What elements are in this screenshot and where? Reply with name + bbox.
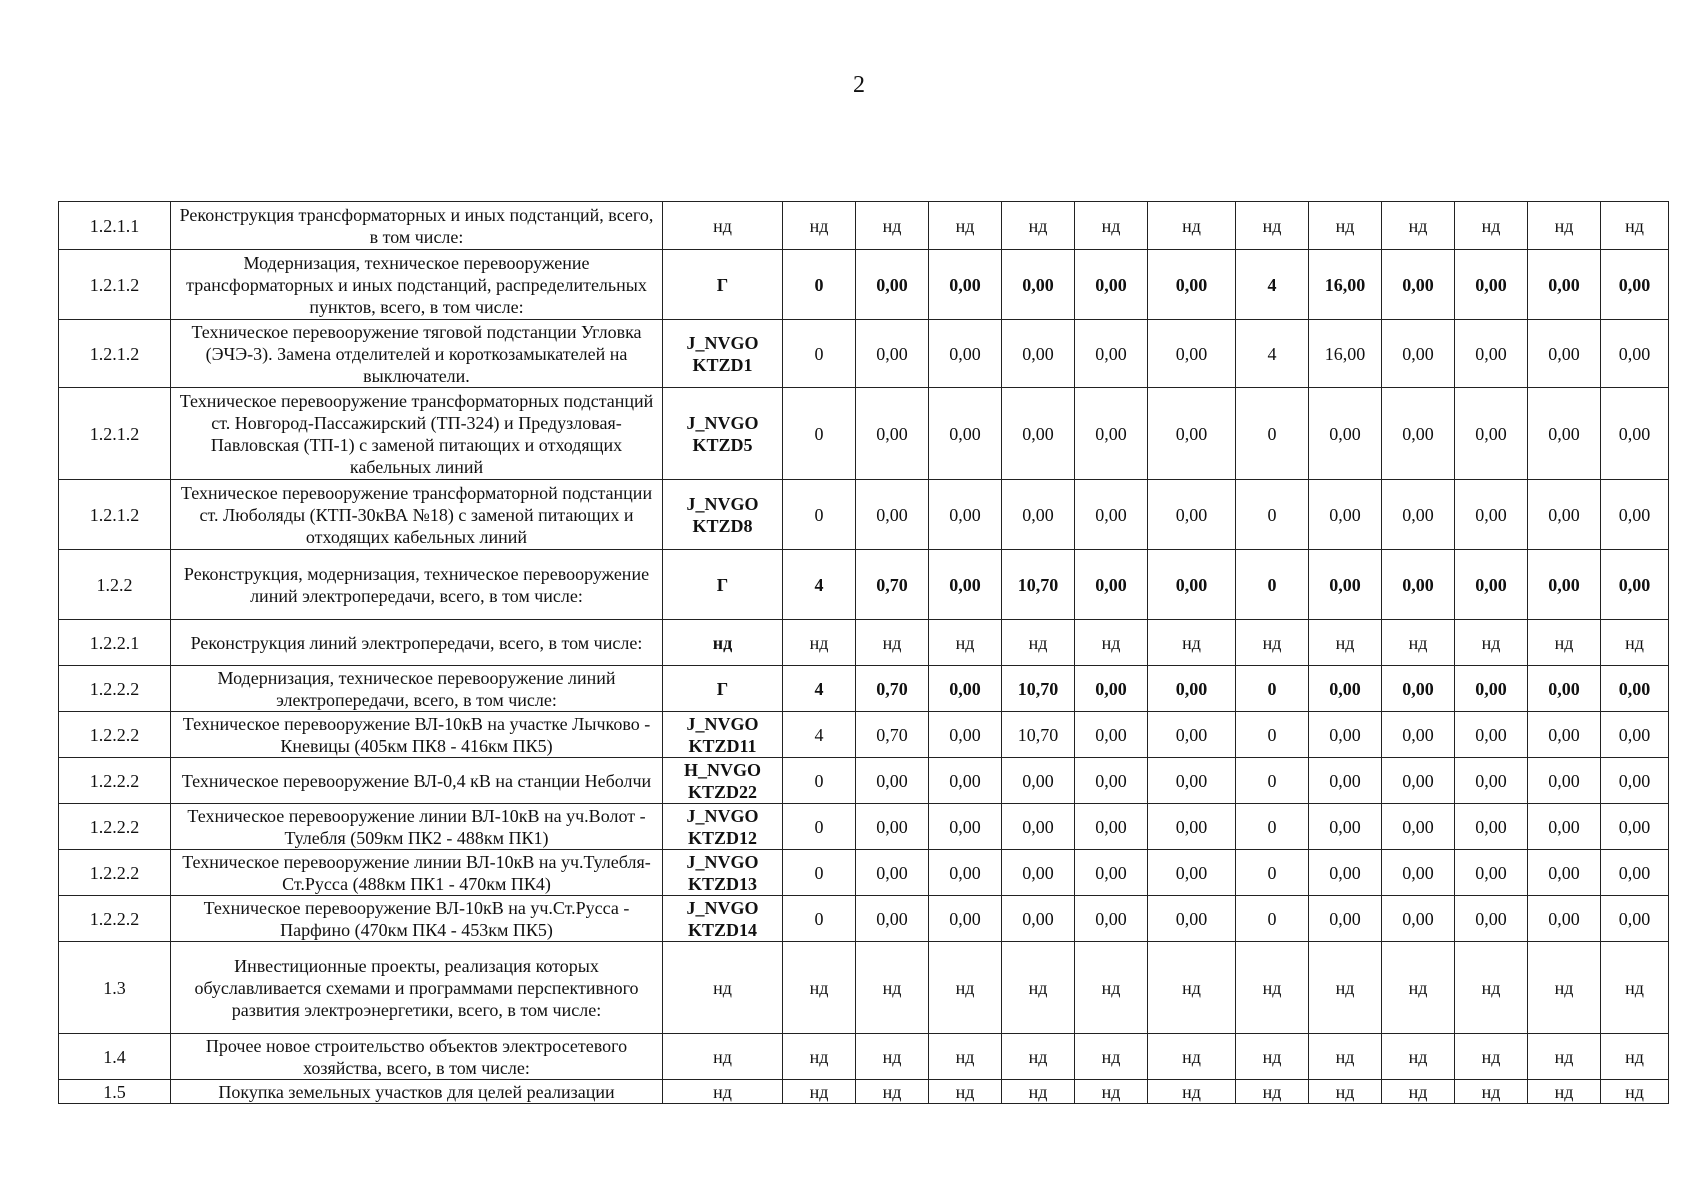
row-value: нд [1075, 1080, 1148, 1104]
row-project-id: нд [663, 1034, 783, 1080]
row-value: 0,70 [856, 550, 929, 620]
row-value: нд [856, 620, 929, 666]
row-project-id: нд [663, 942, 783, 1034]
row-project-id: J_NVGO KTZD5 [663, 388, 783, 480]
row-value: 0,00 [1148, 804, 1236, 850]
row-name: Реконструкция трансформаторных и иных подстанций, всего, в том числе: [171, 202, 663, 250]
row-value: 0,00 [1528, 712, 1601, 758]
row-value: 0,00 [1309, 666, 1382, 712]
page-number: 2 [853, 72, 865, 98]
row-value: 0,00 [1148, 480, 1236, 550]
row-value: 0,00 [1075, 320, 1148, 388]
row-code: 1.2.1.2 [59, 320, 171, 388]
row-value: 0,00 [1601, 804, 1669, 850]
row-value: нд [1309, 620, 1382, 666]
row-value: 0 [1236, 388, 1309, 480]
row-value: нд [1075, 1034, 1148, 1080]
row-value: нд [929, 1080, 1002, 1104]
row-value: нд [1002, 1080, 1075, 1104]
row-value: нд [1455, 1034, 1528, 1080]
row-value: 0,00 [1455, 712, 1528, 758]
row-value: 0,00 [1002, 850, 1075, 896]
table-row [59, 712, 1669, 758]
row-value: 4 [1236, 250, 1309, 320]
row-value: 0 [1236, 758, 1309, 804]
row-value: 0,00 [929, 666, 1002, 712]
row-value: 0,00 [1075, 758, 1148, 804]
table-row [59, 758, 1669, 804]
row-value: 0,00 [856, 480, 929, 550]
table-row [59, 320, 1669, 388]
row-code: 1.2.1.2 [59, 250, 171, 320]
row-value: нд [1075, 620, 1148, 666]
row-value: 0,00 [929, 388, 1002, 480]
row-value: 0,00 [1601, 480, 1669, 550]
row-name: Техническое перевооружение линии ВЛ-10кВ на уч.Волот - Тулебля (509км ПК2 - 488км ПК1) [171, 804, 663, 850]
row-value: нд [1002, 202, 1075, 250]
row-value: 0,00 [1455, 896, 1528, 942]
row-value: нд [1236, 202, 1309, 250]
row-value: 0,00 [1075, 666, 1148, 712]
row-value: нд [783, 620, 856, 666]
row-value: 4 [783, 550, 856, 620]
row-code: 1.2.2.2 [59, 666, 171, 712]
row-project-id: J_NVGO KTZD8 [663, 480, 783, 550]
row-name: Модернизация, техническое перевооружение линий электропередачи, всего, в том числе: [171, 666, 663, 712]
row-value: нд [1002, 942, 1075, 1034]
table-row [59, 804, 1669, 850]
row-value: 0 [1236, 666, 1309, 712]
row-value: 0,00 [1382, 712, 1455, 758]
row-value: 0,00 [1601, 850, 1669, 896]
row-code: 1.2.2.2 [59, 804, 171, 850]
row-value: 0,00 [1075, 896, 1148, 942]
table-row [59, 550, 1669, 620]
row-value: 0,00 [929, 758, 1002, 804]
row-code: 1.2.1.2 [59, 388, 171, 480]
row-value: нд [783, 1034, 856, 1080]
row-value: 0 [1236, 896, 1309, 942]
row-code: 1.4 [59, 1034, 171, 1080]
row-value: 0,00 [1002, 896, 1075, 942]
row-project-id: J_NVGO KTZD13 [663, 850, 783, 896]
row-value: 0,00 [1309, 896, 1382, 942]
row-value: 0,00 [1309, 550, 1382, 620]
row-name: Покупка земельных участков для целей реализации [171, 1080, 663, 1104]
table-row [59, 1080, 1669, 1104]
table-row [59, 388, 1669, 480]
row-value: нд [1601, 1080, 1669, 1104]
row-value: 0,00 [1309, 758, 1382, 804]
row-value: 0 [783, 388, 856, 480]
row-value: 0 [783, 758, 856, 804]
row-value: 0 [783, 850, 856, 896]
row-value: 0,00 [856, 896, 929, 942]
row-value: 0,70 [856, 712, 929, 758]
row-name: Техническое перевооружение ВЛ-10кВ на уч.Ст.Русса - Парфино (470км ПК4 - 453км ПК5) [171, 896, 663, 942]
row-code: 1.2.2.2 [59, 712, 171, 758]
row-project-id: H_NVGO KTZD22 [663, 758, 783, 804]
row-value: 0,00 [1528, 804, 1601, 850]
row-value: 0,00 [1455, 480, 1528, 550]
table-row [59, 1034, 1669, 1080]
row-value: 0,00 [1382, 850, 1455, 896]
row-code: 1.2.2 [59, 550, 171, 620]
row-value: нд [1148, 942, 1236, 1034]
row-code: 1.2.2.1 [59, 620, 171, 666]
row-value: 0,00 [1601, 388, 1669, 480]
row-value: 0 [1236, 804, 1309, 850]
row-value: нд [1455, 202, 1528, 250]
row-value: нд [856, 942, 929, 1034]
investment-program-table [58, 201, 1669, 1104]
row-value: нд [856, 202, 929, 250]
row-value: нд [1148, 1034, 1236, 1080]
row-name: Техническое перевооружение ВЛ-0,4 кВ на станции Неболчи [171, 758, 663, 804]
row-value: 0,00 [1075, 550, 1148, 620]
row-value: 0,00 [1002, 320, 1075, 388]
row-value: нд [1075, 942, 1148, 1034]
row-value: 0,00 [1309, 850, 1382, 896]
row-value: 0,00 [1601, 712, 1669, 758]
row-value: 0,00 [1148, 758, 1236, 804]
row-value: 0,00 [1528, 388, 1601, 480]
row-value: 0,00 [856, 250, 929, 320]
row-name: Реконструкция, модернизация, техническое перевооружение линий электропередачи, всего, в том числе: [171, 550, 663, 620]
row-value: нд [1236, 1034, 1309, 1080]
row-value: 0,00 [1075, 388, 1148, 480]
row-name: Прочее новое строительство объектов электросетевого хозяйства, всего, в том числе: [171, 1034, 663, 1080]
row-value: нд [1148, 202, 1236, 250]
row-code: 1.3 [59, 942, 171, 1034]
row-value: нд [929, 942, 1002, 1034]
row-value: 0,00 [1148, 850, 1236, 896]
row-value: 0,00 [1382, 758, 1455, 804]
row-code: 1.2.2.2 [59, 850, 171, 896]
row-value: нд [1455, 620, 1528, 666]
row-value: 0,00 [1528, 896, 1601, 942]
row-value: нд [1075, 202, 1148, 250]
row-name: Инвестиционные проекты, реализация которых обуславливается схемами и программами перспективного развития электроэнергетики, всего, в том числе: [171, 942, 663, 1034]
row-value: 0,00 [1455, 758, 1528, 804]
row-value: 0,00 [1002, 480, 1075, 550]
row-value: 0 [783, 896, 856, 942]
row-name: Техническое перевооружение трансформаторной подстанции ст. Люболяды (КТП-30кВА №18) с заменой питающих и отходящих кабельных линий [171, 480, 663, 550]
row-value: 0,00 [856, 758, 929, 804]
row-value: 0,00 [1075, 804, 1148, 850]
row-value: 10,70 [1002, 712, 1075, 758]
row-value: 16,00 [1309, 320, 1382, 388]
row-value: 0,00 [1455, 550, 1528, 620]
row-value: 0,00 [1309, 712, 1382, 758]
row-value: 0,00 [1075, 250, 1148, 320]
row-name: Техническое перевооружение ВЛ-10кВ на участке Лычково - Кневицы (405км ПК8 - 416км ПК5) [171, 712, 663, 758]
row-value: 0 [1236, 480, 1309, 550]
row-project-id: J_NVGO KTZD1 [663, 320, 783, 388]
table-row [59, 480, 1669, 550]
row-name: Техническое перевооружение тяговой подстанции Угловка (ЭЧЭ-3). Замена отделителей и короткозамыкателей на выключатели. [171, 320, 663, 388]
row-value: 0,00 [1528, 758, 1601, 804]
row-value: 0,00 [1382, 666, 1455, 712]
row-value: нд [929, 620, 1002, 666]
row-value: 0,00 [1148, 320, 1236, 388]
row-value: 0,00 [1601, 550, 1669, 620]
row-project-id: J_NVGO KTZD12 [663, 804, 783, 850]
row-code: 1.5 [59, 1080, 171, 1104]
row-value: 0,00 [929, 712, 1002, 758]
row-value: 0,00 [1382, 896, 1455, 942]
row-value: 0,00 [1075, 712, 1148, 758]
row-value: 0,00 [1148, 388, 1236, 480]
row-name: Модернизация, техническое перевооружение трансформаторных и иных подстанций, распределительных пунктов, всего, в том числе: [171, 250, 663, 320]
row-value: 0,00 [1382, 250, 1455, 320]
row-value: 0,00 [856, 320, 929, 388]
row-project-id: нд [663, 202, 783, 250]
row-value: 0,00 [1148, 250, 1236, 320]
row-value: 0,00 [1528, 850, 1601, 896]
row-project-id: J_NVGO KTZD11 [663, 712, 783, 758]
row-value: нд [1148, 620, 1236, 666]
row-value: нд [1309, 1034, 1382, 1080]
row-value: 0,00 [929, 250, 1002, 320]
row-value: 0,00 [1455, 320, 1528, 388]
row-value: 4 [783, 666, 856, 712]
row-value: 0,00 [1309, 804, 1382, 850]
row-project-id: J_NVGO KTZD14 [663, 896, 783, 942]
row-value: 0,00 [1601, 896, 1669, 942]
row-value: 0,00 [1002, 804, 1075, 850]
table-row [59, 896, 1669, 942]
row-value: 0,00 [1528, 320, 1601, 388]
row-value: нд [1236, 620, 1309, 666]
row-value: 0,00 [856, 388, 929, 480]
row-value: нд [1309, 202, 1382, 250]
row-value: нд [929, 1034, 1002, 1080]
row-value: 0,00 [1148, 712, 1236, 758]
row-value: 0,00 [1309, 388, 1382, 480]
row-value: 0,00 [1382, 480, 1455, 550]
row-value: нд [1601, 620, 1669, 666]
row-value: 0,00 [929, 850, 1002, 896]
row-value: нд [1455, 942, 1528, 1034]
row-value: 4 [1236, 320, 1309, 388]
row-value: 0,00 [1455, 250, 1528, 320]
table-row [59, 850, 1669, 896]
row-project-id: нд [663, 620, 783, 666]
table-row [59, 250, 1669, 320]
row-project-id: Г [663, 550, 783, 620]
row-value: нд [783, 202, 856, 250]
row-value: 0,00 [1148, 896, 1236, 942]
row-name: Реконструкция линий электропередачи, всего, в том числе: [171, 620, 663, 666]
row-project-id: Г [663, 250, 783, 320]
table-row [59, 942, 1669, 1034]
row-value: 0,00 [1148, 550, 1236, 620]
row-value: 0,00 [929, 896, 1002, 942]
row-value: 0,00 [856, 804, 929, 850]
row-value: нд [1002, 620, 1075, 666]
row-value: нд [1528, 942, 1601, 1034]
row-value: 0,00 [1601, 320, 1669, 388]
row-code: 1.2.2.2 [59, 896, 171, 942]
row-value: 0,00 [1382, 804, 1455, 850]
row-value: нд [1528, 1034, 1601, 1080]
row-value: нд [1382, 620, 1455, 666]
row-value: нд [1309, 1080, 1382, 1104]
row-value: нд [1528, 1080, 1601, 1104]
row-value: нд [856, 1034, 929, 1080]
row-value: нд [1148, 1080, 1236, 1104]
row-value: 0,00 [1382, 388, 1455, 480]
row-value: нд [856, 1080, 929, 1104]
row-value: 0,00 [1601, 758, 1669, 804]
row-project-id: нд [663, 1080, 783, 1104]
row-value: 0,00 [1528, 250, 1601, 320]
row-code: 1.2.2.2 [59, 758, 171, 804]
row-value: 0,00 [1455, 804, 1528, 850]
row-value: 0,00 [929, 320, 1002, 388]
row-value: 4 [783, 712, 856, 758]
table-row [59, 202, 1669, 250]
row-value: нд [1236, 942, 1309, 1034]
row-code: 1.2.1.1 [59, 202, 171, 250]
row-value: нд [1382, 202, 1455, 250]
row-value: 0,00 [1601, 250, 1669, 320]
row-value: 0,00 [1528, 480, 1601, 550]
row-value: 0 [783, 480, 856, 550]
row-value: 0,00 [1528, 550, 1601, 620]
row-value: 0,00 [929, 550, 1002, 620]
row-value: 0,00 [856, 850, 929, 896]
row-value: 10,70 [1002, 550, 1075, 620]
row-value: 0,00 [1455, 388, 1528, 480]
row-value: 0,00 [1002, 250, 1075, 320]
row-value: нд [1528, 202, 1601, 250]
table-row [59, 666, 1669, 712]
row-value: нд [1601, 942, 1669, 1034]
row-value: 0,00 [929, 804, 1002, 850]
row-value: нд [783, 1080, 856, 1104]
row-value: 0,00 [1309, 480, 1382, 550]
row-value: 0 [783, 320, 856, 388]
row-value: 0,00 [1002, 388, 1075, 480]
row-value: 0,70 [856, 666, 929, 712]
row-value: нд [1528, 620, 1601, 666]
row-name: Техническое перевооружение линии ВЛ-10кВ на уч.Тулебля- Ст.Русса (488км ПК1 - 470км ПК4) [171, 850, 663, 896]
row-code: 1.2.1.2 [59, 480, 171, 550]
row-value: 0,00 [929, 480, 1002, 550]
row-value: нд [1382, 1080, 1455, 1104]
row-value: 0,00 [1528, 666, 1601, 712]
row-value: 0,00 [1455, 850, 1528, 896]
row-value: 0,00 [1382, 320, 1455, 388]
row-value: 0 [1236, 712, 1309, 758]
row-value: нд [1002, 1034, 1075, 1080]
row-name: Техническое перевооружение трансформаторных подстанций ст. Новгород-Пассажирский (ТП-324) и Предузловая-Павловская (ТП-1) с заменой питающих и отходящих кабельных линий [171, 388, 663, 480]
row-value: 10,70 [1002, 666, 1075, 712]
row-value: 0,00 [1075, 850, 1148, 896]
row-value: 0 [783, 804, 856, 850]
row-value: 16,00 [1309, 250, 1382, 320]
table-row [59, 620, 1669, 666]
row-value: нд [1382, 942, 1455, 1034]
row-value: нд [1309, 942, 1382, 1034]
row-value: 0 [1236, 550, 1309, 620]
row-value: нд [1601, 202, 1669, 250]
row-value: нд [929, 202, 1002, 250]
row-value: нд [1601, 1034, 1669, 1080]
row-value: 0,00 [1601, 666, 1669, 712]
row-value: нд [783, 942, 856, 1034]
row-value: 0,00 [1075, 480, 1148, 550]
row-value: 0,00 [1148, 666, 1236, 712]
row-value: нд [1382, 1034, 1455, 1080]
row-value: 0,00 [1455, 666, 1528, 712]
row-project-id: Г [663, 666, 783, 712]
row-value: 0 [783, 250, 856, 320]
row-value: нд [1236, 1080, 1309, 1104]
row-value: 0,00 [1002, 758, 1075, 804]
row-value: 0,00 [1382, 550, 1455, 620]
row-value: 0 [1236, 850, 1309, 896]
row-value: нд [1455, 1080, 1528, 1104]
